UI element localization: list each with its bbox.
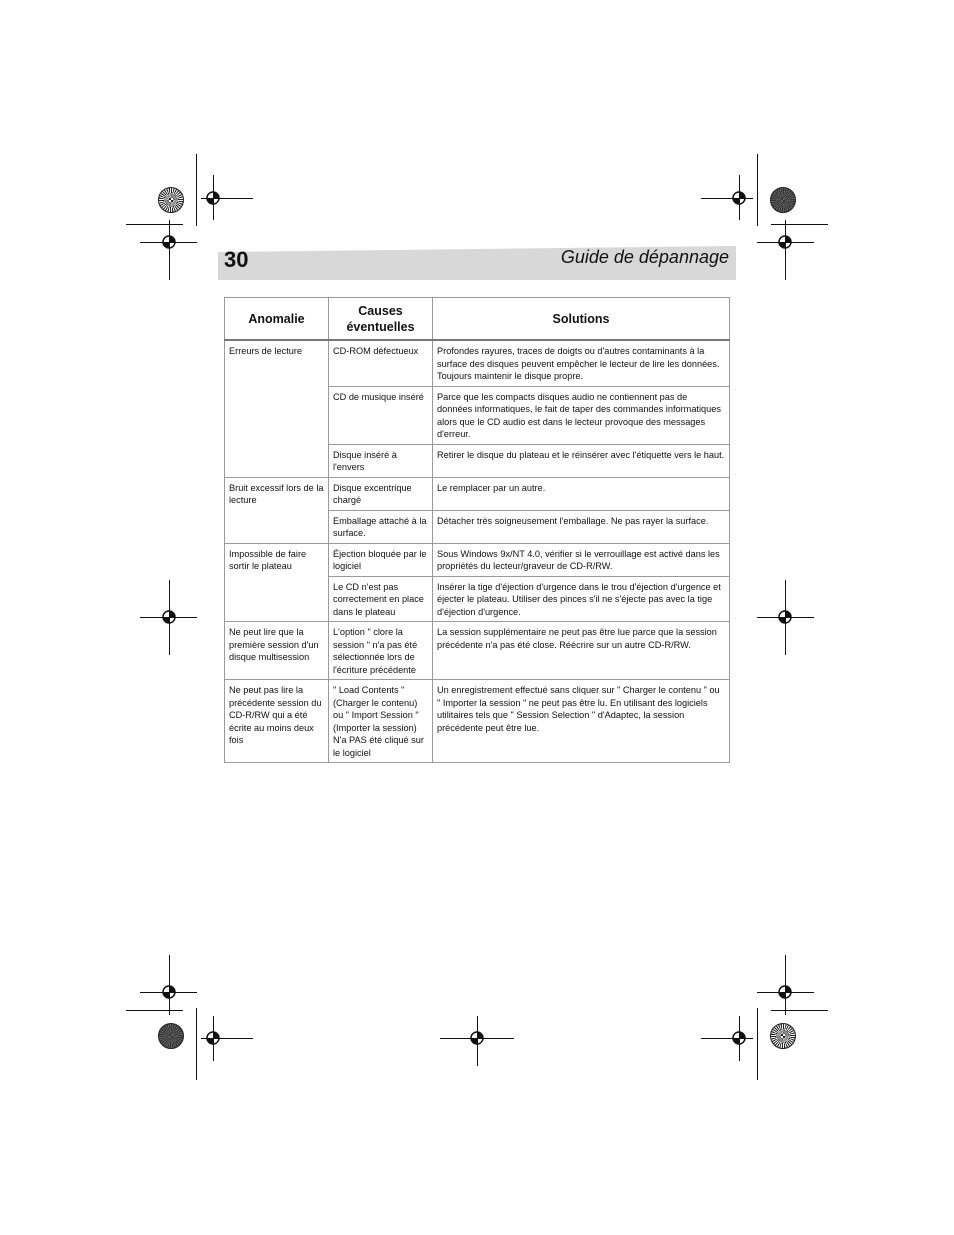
table-row	[225, 680, 730, 763]
cause-cell: " Load Contents " (Charger le contenu) ou " Import Session " (Importer la session) N'a PAS été cliqué sur le logiciel	[329, 680, 433, 763]
registration-rosette-icon	[770, 187, 796, 213]
cause-cell: Disque excentrique chargé	[329, 477, 433, 510]
registration-rosette-icon	[770, 1023, 796, 1049]
solution-cell: Parce que les compacts disques audio ne contiennent pas de données informatiques, le fait de taper des commandes informatiques alors que le CD audio est dans le lecteur provoque des messages d'erreur.	[433, 386, 730, 444]
cause-cell: Emballage attaché à la surface.	[329, 510, 433, 543]
page-title: Guide de dépannage	[560, 247, 729, 267]
anomaly-cell: Ne peut lire que la première session d'un disque multisession	[225, 622, 329, 680]
anomaly-cell: Erreurs de lecture	[225, 340, 329, 477]
page-number: 30	[224, 247, 249, 272]
solution-cell: Le remplacer par un autre.	[433, 477, 730, 510]
table-row	[225, 622, 730, 680]
anomaly-cell: Impossible de faire sortir le plateau	[225, 543, 329, 622]
registration-rosette-icon	[158, 1023, 184, 1049]
crosshair-icon	[776, 983, 794, 1001]
cause-cell: CD de musique inséré	[329, 386, 433, 444]
crosshair-icon	[776, 233, 794, 251]
column-header-solutions: Solutions	[433, 298, 730, 341]
cause-cell: Éjection bloquée par le logiciel	[329, 543, 433, 576]
crosshair-icon	[204, 189, 222, 207]
troubleshooting-table	[224, 297, 730, 763]
table-row	[225, 340, 730, 386]
crosshair-icon	[160, 608, 178, 626]
anomaly-cell: Ne peut pas lire la précédente session du CD-R/RW qui a été écrite au moins deux fois	[225, 680, 329, 763]
cause-cell: Le CD n'est pas correctement en place dans le plateau	[329, 576, 433, 622]
crosshair-icon	[730, 1029, 748, 1047]
solution-cell: La session supplémentaire ne peut pas être lue parce que la session précédente n'a pas été close. Réécrire sur un autre CD-R/RW.	[433, 622, 730, 680]
cause-cell: L'option " clore la session " n'a pas été sélectionnée lors de l'écriture précédente	[329, 622, 433, 680]
crosshair-icon	[160, 233, 178, 251]
solution-cell: Retirer le disque du plateau et le réinsérer avec l'étiquette vers le haut.	[433, 444, 730, 477]
crosshair-icon	[160, 983, 178, 1001]
solution-cell: Détacher très soigneusement l'emballage. Ne pas rayer la surface.	[433, 510, 730, 543]
column-header-anomaly: Anomalie	[225, 298, 329, 341]
crosshair-icon	[204, 1029, 222, 1047]
solution-cell: Profondes rayures, traces de doigts ou d'autres contaminants à la surface des disques peuvent empêcher le lecteur de lire les données. Toujours maintenir le disque propre.	[433, 340, 730, 386]
table-row	[225, 543, 730, 576]
solution-cell: Sous Windows 9x/NT 4.0, vérifier si le verrouillage est activé dans les propriétés du lecteur/graveur de CD-R/RW.	[433, 543, 730, 576]
solution-cell: Un enregistrement effectué sans cliquer sur " Charger le contenu " ou " Importer la session " ne peut pas être lu. En utilisant des logiciels utilitaires tels que " Session Selection " d'Adaptec, la session précédente peut être lue.	[433, 680, 730, 763]
registration-rosette-icon	[158, 187, 184, 213]
cause-cell: Disque inséré à l'envers	[329, 444, 433, 477]
table-header-row	[225, 298, 730, 341]
column-header-causes: Causes éventuelles	[329, 298, 433, 341]
crosshair-icon	[468, 1029, 486, 1047]
table-row	[225, 477, 730, 510]
crosshair-icon	[730, 189, 748, 207]
anomaly-cell: Bruit excessif lors de la lecture	[225, 477, 329, 543]
solution-cell: Insérer la tige d'éjection d'urgence dans le trou d'éjection d'urgence et éjecter le plateau. Utiliser des pinces s'il ne s'éjecte pas avec la tige d'éjection d'urgence.	[433, 576, 730, 622]
crosshair-icon	[776, 608, 794, 626]
cause-cell: CD-ROM défectueux	[329, 340, 433, 386]
